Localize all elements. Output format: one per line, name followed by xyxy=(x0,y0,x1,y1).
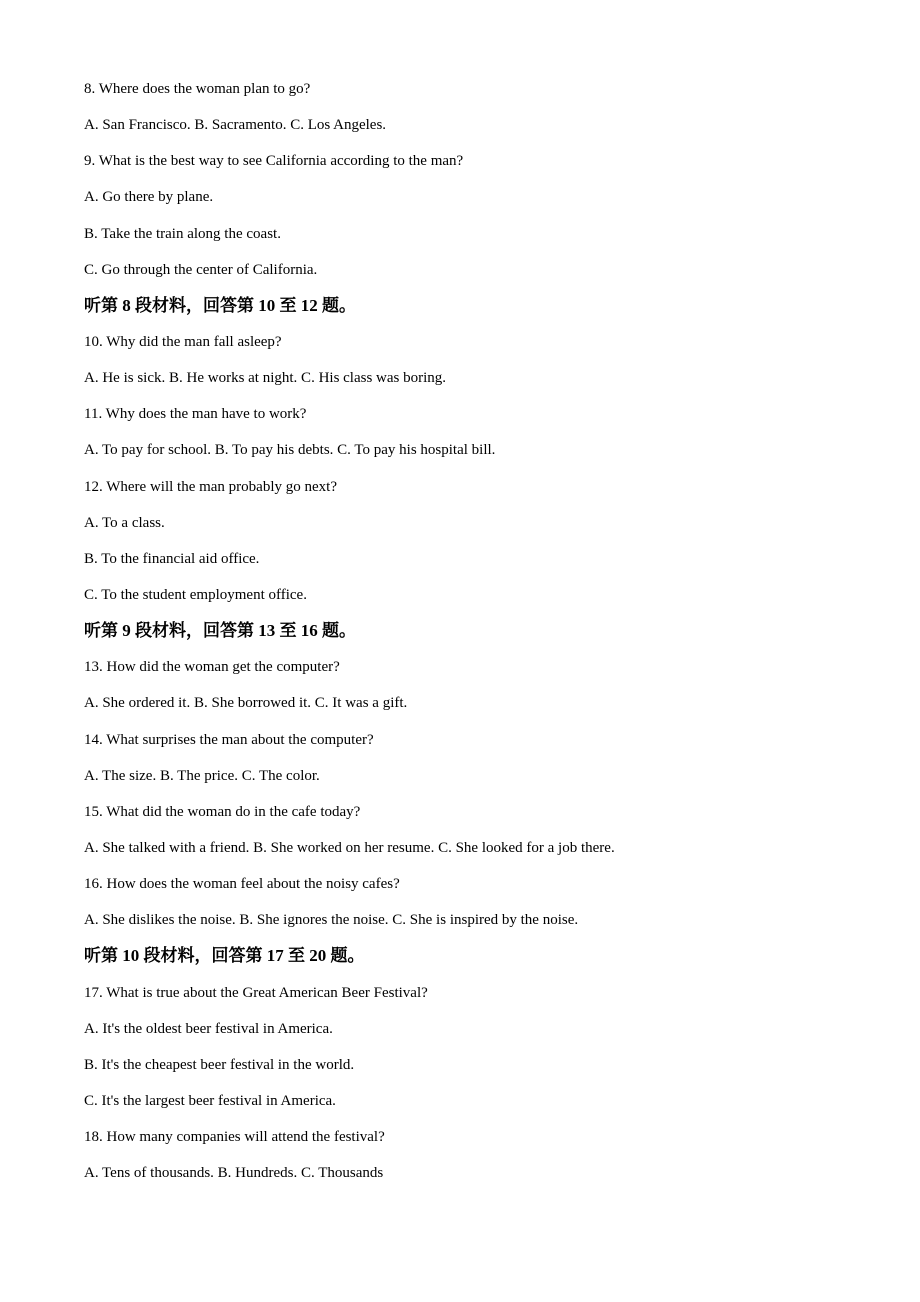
question-9: 9. What is the best way to see California according to the man? xyxy=(84,153,464,170)
option-17a: A. It's the oldest beer festival in America. xyxy=(84,1020,333,1037)
options-10: A. He is sick. B. He works at night. C. His class was boring. xyxy=(84,370,447,387)
option-17c: C. It's the largest beer festival in America. xyxy=(84,1092,336,1109)
options-13: A. She ordered it. B. She borrowed it. C. It was a gift. xyxy=(84,695,408,712)
question-8: 8. Where does the woman plan to go? xyxy=(84,81,311,97)
document-page xyxy=(84,77,884,1197)
question-18: 18. How many companies will attend the festival? xyxy=(84,1129,385,1146)
options-8: A. San Francisco. B. Sacramento. C. Los Angeles. xyxy=(84,117,387,134)
question-11: 11. Why does the man have to work? xyxy=(84,406,307,423)
option-9c: C. Go through the center of California. xyxy=(84,261,318,278)
question-10: 10. Why did the man fall asleep? xyxy=(84,333,282,350)
section-heading-passage-10: 听第 10 段材料，回答第 17 至 20 题。 xyxy=(84,946,365,966)
question-17: 17. What is true about the Great American Beer Festival? xyxy=(84,984,428,1001)
option-12b: B. To the financial aid office. xyxy=(84,550,260,567)
options-14: A. The size. B. The price. C. The color. xyxy=(84,767,320,784)
section-heading-passage-9: 听第 9 段材料，回答第 13 至 16 题。 xyxy=(84,621,356,641)
section-heading-passage-8: 听第 8 段材料，回答第 10 至 12 题。 xyxy=(84,295,356,315)
options-16: A. She dislikes the noise. B. She ignores the noise. C. She is inspired by the noise. xyxy=(84,912,579,929)
options-18: A. Tens of thousands. B. Hundreds. C. Thousands xyxy=(84,1165,384,1182)
option-9a: A. Go there by plane. xyxy=(84,189,214,206)
question-15: 15. What did the woman do in the cafe today? xyxy=(84,803,361,820)
question-12: 12. Where will the man probably go next? xyxy=(84,478,337,495)
options-15: A. She talked with a friend. B. She worked on her resume. C. She looked for a job there. xyxy=(84,839,615,856)
question-13: 13. How did the woman get the computer? xyxy=(84,659,340,676)
option-12a: A. To a class. xyxy=(84,514,165,531)
option-12c: C. To the student employment office. xyxy=(84,586,307,603)
options-11: A. To pay for school. B. To pay his debts. C. To pay his hospital bill. xyxy=(84,442,496,459)
question-16: 16. How does the woman feel about the noisy cafes? xyxy=(84,876,400,893)
question-14: 14. What surprises the man about the computer? xyxy=(84,731,374,748)
option-9b: B. Take the train along the coast. xyxy=(84,225,281,242)
option-17b: B. It's the cheapest beer festival in the world. xyxy=(84,1056,355,1073)
